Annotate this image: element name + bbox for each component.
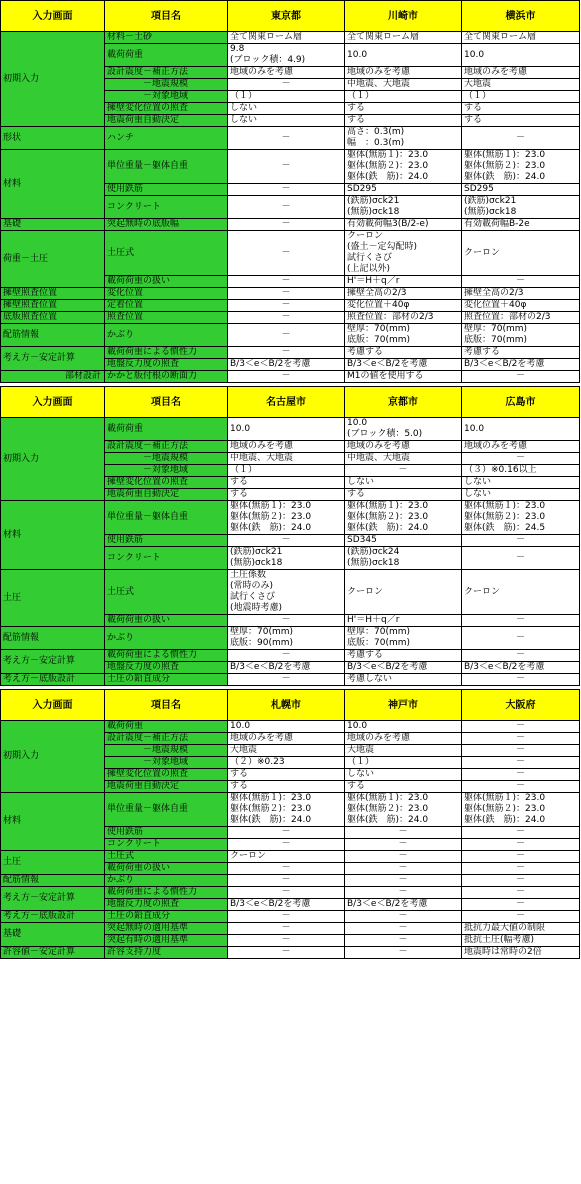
value-cell: する — [345, 103, 462, 115]
item-name-cell: コンクリート — [105, 839, 228, 851]
value-cell: しない — [228, 103, 345, 115]
value-cell: 壁厚：70(mm) 底版：70(mm) — [345, 324, 462, 347]
value-cell: － — [462, 453, 580, 465]
item-name-cell: 載荷荷重 — [105, 44, 228, 67]
item-name-cell: 載荷荷重の扱い — [105, 276, 228, 288]
value-cell: (鉄筋)σck21 (無筋)σck18 — [345, 196, 462, 219]
table-row — [1, 231, 580, 276]
category-cell: 配筋情報 — [1, 324, 105, 347]
value-cell: 擁壁全高の2/3 — [345, 288, 462, 300]
table-row — [1, 851, 580, 863]
header-input-screen: 入力画面 — [1, 1, 105, 32]
item-name-cell: 擁壁変化位置の照査 — [105, 769, 228, 781]
category-cell: 荷重－土圧 — [1, 231, 105, 288]
value-cell: 中地震、大地震 — [228, 453, 345, 465]
value-cell: － — [228, 875, 345, 887]
item-name-cell: －対象地域 — [105, 91, 228, 103]
value-cell: （１） — [345, 91, 462, 103]
value-cell: （１） — [345, 757, 462, 769]
value-cell: （２）※0.23 — [228, 757, 345, 769]
item-name-cell: 地震荷重自動決定 — [105, 781, 228, 793]
value-cell: する — [228, 477, 345, 489]
value-cell: B/3＜e＜B/2を考慮 — [345, 899, 462, 911]
value-cell: クーロン (盛土－定勾配時) 試行くさび (上記以外) — [345, 231, 462, 276]
value-cell: 地域のみを考慮 — [228, 733, 345, 745]
value-cell: － — [228, 839, 345, 851]
value-cell: 10.0 (ブロック積：5.0) — [345, 418, 462, 441]
item-name-cell: －地震規模 — [105, 79, 228, 91]
category-cell: 配筋情報 — [1, 627, 105, 650]
value-cell: 9.8 (ブロック積：4.9) — [228, 44, 345, 67]
value-cell: － — [345, 935, 462, 947]
value-cell: 考慮する — [345, 650, 462, 662]
value-cell: － — [462, 827, 580, 839]
value-cell: － — [228, 196, 345, 219]
value-cell: － — [228, 535, 345, 547]
value-cell: － — [228, 324, 345, 347]
table-row — [1, 923, 580, 935]
value-cell: 有効載荷幅B-2e — [462, 219, 580, 231]
value-cell: 10.0 — [228, 418, 345, 441]
item-name-cell: 単位重量－躯体自重 — [105, 150, 228, 184]
value-cell: － — [345, 827, 462, 839]
table-row — [1, 793, 580, 827]
value-cell: （１） — [228, 465, 345, 477]
value-cell: クーロン — [345, 570, 462, 615]
value-cell: － — [345, 839, 462, 851]
value-cell: （１） — [462, 91, 580, 103]
value-cell: (鉄筋)σck24 (無筋)σck18 — [345, 547, 462, 570]
value-cell: － — [228, 615, 345, 627]
item-name-cell: 擁壁変化位置の照査 — [105, 103, 228, 115]
value-cell: － — [228, 288, 345, 300]
value-cell: 地域のみを考慮 — [462, 441, 580, 453]
value-cell: － — [462, 875, 580, 887]
table-row — [1, 650, 580, 662]
category-cell: 基礎 — [1, 923, 105, 947]
value-cell: － — [345, 923, 462, 935]
value-cell: 壁厚：70(mm) 底版：70(mm) — [345, 627, 462, 650]
item-name-cell: 載荷荷重 — [105, 418, 228, 441]
value-cell: B/3＜e＜B/2を考慮 — [462, 359, 580, 371]
item-name-cell: ハンチ — [105, 127, 228, 150]
value-cell: 地域のみを考慮 — [228, 441, 345, 453]
item-name-cell: 載荷荷重の扱い — [105, 615, 228, 627]
value-cell: － — [462, 615, 580, 627]
category-cell: 材料 — [1, 150, 105, 219]
table-row — [1, 300, 580, 312]
value-cell: － — [228, 184, 345, 196]
category-cell: 初期入力 — [1, 721, 105, 793]
item-name-cell: かぶり — [105, 627, 228, 650]
value-cell: 躯体(無筋１)：23.0 躯体(無筋２)：23.0 躯体(鉄 筋)：24.5 — [462, 501, 580, 535]
item-name-cell: 地盤反力度の照査 — [105, 662, 228, 674]
header-city: 横浜市 — [462, 1, 580, 32]
value-cell: － — [228, 276, 345, 288]
table-row — [1, 674, 580, 686]
value-cell: する — [345, 115, 462, 127]
value-cell: SD295 — [345, 184, 462, 196]
item-name-cell: 設計震度－補正方法 — [105, 67, 228, 79]
table-row — [1, 32, 580, 44]
table-header-row — [1, 1, 580, 32]
item-name-cell: かぶり — [105, 875, 228, 887]
table-row — [1, 911, 580, 923]
value-cell: 擁壁全高の2/3 — [462, 288, 580, 300]
table-row — [1, 501, 580, 535]
value-cell: する — [462, 115, 580, 127]
value-cell: 抵抗力最大値の制限 — [462, 923, 580, 935]
value-cell: － — [462, 733, 580, 745]
value-cell: する — [345, 489, 462, 501]
value-cell: － — [228, 827, 345, 839]
value-cell: － — [462, 127, 580, 150]
value-cell: しない — [462, 477, 580, 489]
table-row — [1, 347, 580, 359]
value-cell: － — [228, 312, 345, 324]
table-row — [1, 288, 580, 300]
value-cell: 大地震 — [345, 745, 462, 757]
value-cell: － — [228, 863, 345, 875]
value-cell: － — [228, 887, 345, 899]
value-cell: － — [228, 923, 345, 935]
table-row — [1, 312, 580, 324]
table-row — [1, 371, 580, 383]
value-cell: 地域のみを考慮 — [345, 441, 462, 453]
value-cell: － — [345, 863, 462, 875]
value-cell: － — [345, 851, 462, 863]
value-cell: － — [228, 79, 345, 91]
value-cell: B/3＜e＜B/2を考慮 — [345, 662, 462, 674]
header-input-screen: 入力画面 — [1, 690, 105, 721]
value-cell: する — [228, 769, 345, 781]
value-cell: （１） — [228, 91, 345, 103]
value-cell: しない — [345, 477, 462, 489]
value-cell: － — [462, 899, 580, 911]
item-name-cell: －地震規模 — [105, 745, 228, 757]
value-cell: － — [462, 276, 580, 288]
value-cell: 変化位置＋40φ — [345, 300, 462, 312]
item-name-cell: 載荷荷重の扱い — [105, 863, 228, 875]
value-cell: － — [345, 887, 462, 899]
value-cell: 地域のみを考慮 — [462, 67, 580, 79]
header-item-name: 項目名 — [105, 1, 228, 32]
value-cell: クーロン — [462, 231, 580, 276]
value-cell: 照査位置：部材の2/3 — [345, 312, 462, 324]
value-cell: SD345 — [345, 535, 462, 547]
value-cell: 全て関東ローム層 — [462, 32, 580, 44]
value-cell: する — [345, 781, 462, 793]
value-cell: － — [228, 150, 345, 184]
value-cell: 土圧係数 (常時のみ) 試行くさび (地震時考慮) — [228, 570, 345, 615]
item-name-cell: 設計震度－補正方法 — [105, 441, 228, 453]
value-cell: 地域のみを考慮 — [228, 67, 345, 79]
item-name-cell: かかと版付根の断面力 — [105, 371, 228, 383]
value-cell: 躯体(無筋１)：23.0 躯体(無筋２)：23.0 躯体(鉄 筋)：24.0 — [345, 150, 462, 184]
category-cell: 考え方－安定計算 — [1, 650, 105, 674]
category-cell: 基礎 — [1, 219, 105, 231]
value-cell: － — [462, 650, 580, 662]
category-cell: 考え方－底版設計 — [1, 674, 105, 686]
table-row — [1, 219, 580, 231]
value-cell: － — [462, 371, 580, 383]
item-name-cell: 使用鉄筋 — [105, 535, 228, 547]
value-cell: クーロン — [462, 570, 580, 615]
value-cell: （３）※0.16以上 — [462, 465, 580, 477]
value-cell: 有効載荷幅3(B/2-e) — [345, 219, 462, 231]
item-name-cell: 突起有時の適用基準 — [105, 935, 228, 947]
category-cell: 初期入力 — [1, 418, 105, 501]
item-name-cell: －対象地域 — [105, 757, 228, 769]
value-cell: － — [228, 231, 345, 276]
value-cell: しない — [228, 115, 345, 127]
item-name-cell: 地盤反力度の照査 — [105, 359, 228, 371]
value-cell: 全て関東ローム層 — [345, 32, 462, 44]
item-name-cell: 突起無時の底版幅 — [105, 219, 228, 231]
item-name-cell: 単位重量－躯体自重 — [105, 501, 228, 535]
value-cell: M1の値を使用する — [345, 371, 462, 383]
value-cell: する — [462, 103, 580, 115]
value-cell: － — [462, 911, 580, 923]
value-cell: － — [462, 627, 580, 650]
value-cell: する — [228, 781, 345, 793]
value-cell: － — [228, 674, 345, 686]
value-cell: 壁厚：70(mm) 底版：70(mm) — [462, 324, 580, 347]
value-cell: しない — [345, 769, 462, 781]
header-city: 名古屋市 — [228, 387, 345, 418]
item-name-cell: 使用鉄筋 — [105, 827, 228, 839]
value-cell: 10.0 — [228, 721, 345, 733]
value-cell: 考慮する — [462, 347, 580, 359]
value-cell: B/3＜e＜B/2を考慮 — [228, 662, 345, 674]
item-name-cell: 載荷荷重による慣性力 — [105, 887, 228, 899]
table-row — [1, 418, 580, 441]
table-header-row — [1, 387, 580, 418]
value-cell: － — [462, 781, 580, 793]
category-cell: 許容値－安定計算 — [1, 947, 105, 959]
value-cell: － — [228, 371, 345, 383]
value-cell: 大地震 — [462, 79, 580, 91]
item-name-cell: 載荷荷重による慣性力 — [105, 650, 228, 662]
category-cell: 考え方－安定計算 — [1, 347, 105, 371]
value-cell: しない — [462, 489, 580, 501]
value-cell: － — [462, 769, 580, 781]
item-name-cell: 地震荷重自動決定 — [105, 115, 228, 127]
category-cell: 考え方－底版設計 — [1, 911, 105, 923]
value-cell: － — [462, 851, 580, 863]
header-city: 神戸市 — [345, 690, 462, 721]
value-cell: － — [228, 911, 345, 923]
item-name-cell: 設計震度－補正方法 — [105, 733, 228, 745]
item-name-cell: 使用鉄筋 — [105, 184, 228, 196]
value-cell: 躯体(無筋１)：23.0 躯体(無筋２)：23.0 躯体(鉄 筋)：24.0 — [345, 793, 462, 827]
value-cell: B/3＜e＜B/2を考慮 — [228, 359, 345, 371]
header-item-name: 項目名 — [105, 387, 228, 418]
value-cell: 地震時は常時の2倍 — [462, 947, 580, 959]
item-name-cell: 材料－土砂 — [105, 32, 228, 44]
item-name-cell: 許容支持力度 — [105, 947, 228, 959]
item-name-cell: 土圧式 — [105, 570, 228, 615]
value-cell: 抵抗土圧(幅考慮) — [462, 935, 580, 947]
value-cell: 躯体(無筋１)：23.0 躯体(無筋２)：23.0 躯体(鉄 筋)：24.0 — [462, 793, 580, 827]
item-name-cell: 地盤反力度の照査 — [105, 899, 228, 911]
value-cell: B/3＜e＜B/2を考慮 — [462, 662, 580, 674]
value-cell: － — [228, 219, 345, 231]
table-header-row — [1, 690, 580, 721]
value-cell: － — [462, 674, 580, 686]
value-cell: － — [345, 947, 462, 959]
category-cell: 材料 — [1, 793, 105, 851]
header-city: 札幌市 — [228, 690, 345, 721]
table-row — [1, 570, 580, 615]
value-cell: － — [462, 863, 580, 875]
item-name-cell: コンクリート — [105, 196, 228, 219]
value-cell: － — [228, 935, 345, 947]
category-cell: 材料 — [1, 501, 105, 570]
value-cell: 中地震、大地震 — [345, 79, 462, 91]
category-cell: 擁壁照査位置 — [1, 288, 105, 300]
item-name-cell: 擁壁変化位置の照査 — [105, 477, 228, 489]
table-row — [1, 947, 580, 959]
table-row — [1, 324, 580, 347]
value-cell: する — [228, 489, 345, 501]
value-cell: － — [228, 650, 345, 662]
value-cell: 考慮する — [345, 347, 462, 359]
category-cell: 部材設計 — [1, 371, 105, 383]
value-cell: 躯体(無筋１)：23.0 躯体(無筋２)：23.0 躯体(鉄 筋)：24.0 — [228, 793, 345, 827]
value-cell: H'＝H＋q／r — [345, 615, 462, 627]
item-name-cell: 単位重量－躯体自重 — [105, 793, 228, 827]
value-cell: H'＝H＋q／r — [345, 276, 462, 288]
category-cell: 擁壁照査位置 — [1, 300, 105, 312]
value-cell: 大地震 — [228, 745, 345, 757]
item-name-cell: 定着位置 — [105, 300, 228, 312]
value-cell: － — [228, 127, 345, 150]
value-cell: 地域のみを考慮 — [345, 67, 462, 79]
value-cell: クーロン — [228, 851, 345, 863]
item-name-cell: －対象地域 — [105, 465, 228, 477]
value-cell: 躯体(無筋１)：23.0 躯体(無筋２)：23.0 躯体(鉄 筋)：24.0 — [345, 501, 462, 535]
table-row — [1, 127, 580, 150]
header-city: 大阪府 — [462, 690, 580, 721]
value-cell: － — [228, 300, 345, 312]
value-cell: － — [462, 535, 580, 547]
header-city: 広島市 — [462, 387, 580, 418]
value-cell: 10.0 — [462, 44, 580, 67]
value-cell: － — [462, 839, 580, 851]
item-name-cell: 突起無時の適用基準 — [105, 923, 228, 935]
value-cell: B/3＜e＜B/2を考慮 — [345, 359, 462, 371]
header-city: 東京都 — [228, 1, 345, 32]
category-cell: 土圧 — [1, 851, 105, 875]
item-name-cell: 変化位置 — [105, 288, 228, 300]
value-cell: (鉄筋)σck21 (無筋)σck18 — [228, 547, 345, 570]
category-cell: 底版照査位置 — [1, 312, 105, 324]
item-name-cell: 載荷荷重 — [105, 721, 228, 733]
category-cell: 形状 — [1, 127, 105, 150]
header-city: 川崎市 — [345, 1, 462, 32]
table-row — [1, 721, 580, 733]
table-row — [1, 150, 580, 184]
category-cell: 初期入力 — [1, 32, 105, 127]
value-cell: － — [462, 547, 580, 570]
table-row — [1, 875, 580, 887]
value-cell: 10.0 — [345, 721, 462, 733]
header-city: 京都市 — [345, 387, 462, 418]
item-name-cell: －地震規模 — [105, 453, 228, 465]
item-name-cell: 土圧の鉛直成分 — [105, 674, 228, 686]
item-name-cell: 載荷荷重による慣性力 — [105, 347, 228, 359]
value-cell: － — [462, 887, 580, 899]
value-cell: － — [462, 757, 580, 769]
value-cell: 変化位置＋40φ — [462, 300, 580, 312]
table-row — [1, 887, 580, 899]
item-name-cell: 土圧式 — [105, 851, 228, 863]
item-name-cell: かぶり — [105, 324, 228, 347]
item-name-cell: 地震荷重自動決定 — [105, 489, 228, 501]
value-cell: 10.0 — [345, 44, 462, 67]
item-name-cell: 照査位置 — [105, 312, 228, 324]
item-name-cell: コンクリート — [105, 547, 228, 570]
header-item-name: 項目名 — [105, 690, 228, 721]
value-cell: － — [462, 721, 580, 733]
item-name-cell: 土圧の鉛直成分 — [105, 911, 228, 923]
value-cell: 中地震、大地震 — [345, 453, 462, 465]
value-cell: 躯体(無筋１)：23.0 躯体(無筋２)：23.0 躯体(鉄 筋)：24.0 — [462, 150, 580, 184]
item-name-cell: 土圧式 — [105, 231, 228, 276]
value-cell: SD295 — [462, 184, 580, 196]
value-cell: － — [228, 347, 345, 359]
category-cell: 考え方－安定計算 — [1, 887, 105, 911]
value-cell: 全て関東ローム層 — [228, 32, 345, 44]
value-cell: － — [228, 947, 345, 959]
category-cell: 配筋情報 — [1, 875, 105, 887]
table-row — [1, 627, 580, 650]
value-cell: － — [345, 875, 462, 887]
value-cell: 考慮しない — [345, 674, 462, 686]
value-cell: 躯体(無筋１)：23.0 躯体(無筋２)：23.0 躯体(鉄 筋)：24.0 — [228, 501, 345, 535]
value-cell: 高さ：0.3(m) 幅 ：0.3(m) — [345, 127, 462, 150]
value-cell: (鉄筋)σck21 (無筋)σck18 — [462, 196, 580, 219]
value-cell: 地域のみを考慮 — [345, 733, 462, 745]
value-cell: B/3＜e＜B/2を考慮 — [228, 899, 345, 911]
value-cell: － — [462, 745, 580, 757]
value-cell: 10.0 — [462, 418, 580, 441]
category-cell: 土圧 — [1, 570, 105, 627]
value-cell: 壁厚：70(mm) 底版：90(mm) — [228, 627, 345, 650]
value-cell: － — [345, 465, 462, 477]
value-cell: － — [345, 911, 462, 923]
value-cell: 照査位置：部材の2/3 — [462, 312, 580, 324]
header-input-screen: 入力画面 — [1, 387, 105, 418]
